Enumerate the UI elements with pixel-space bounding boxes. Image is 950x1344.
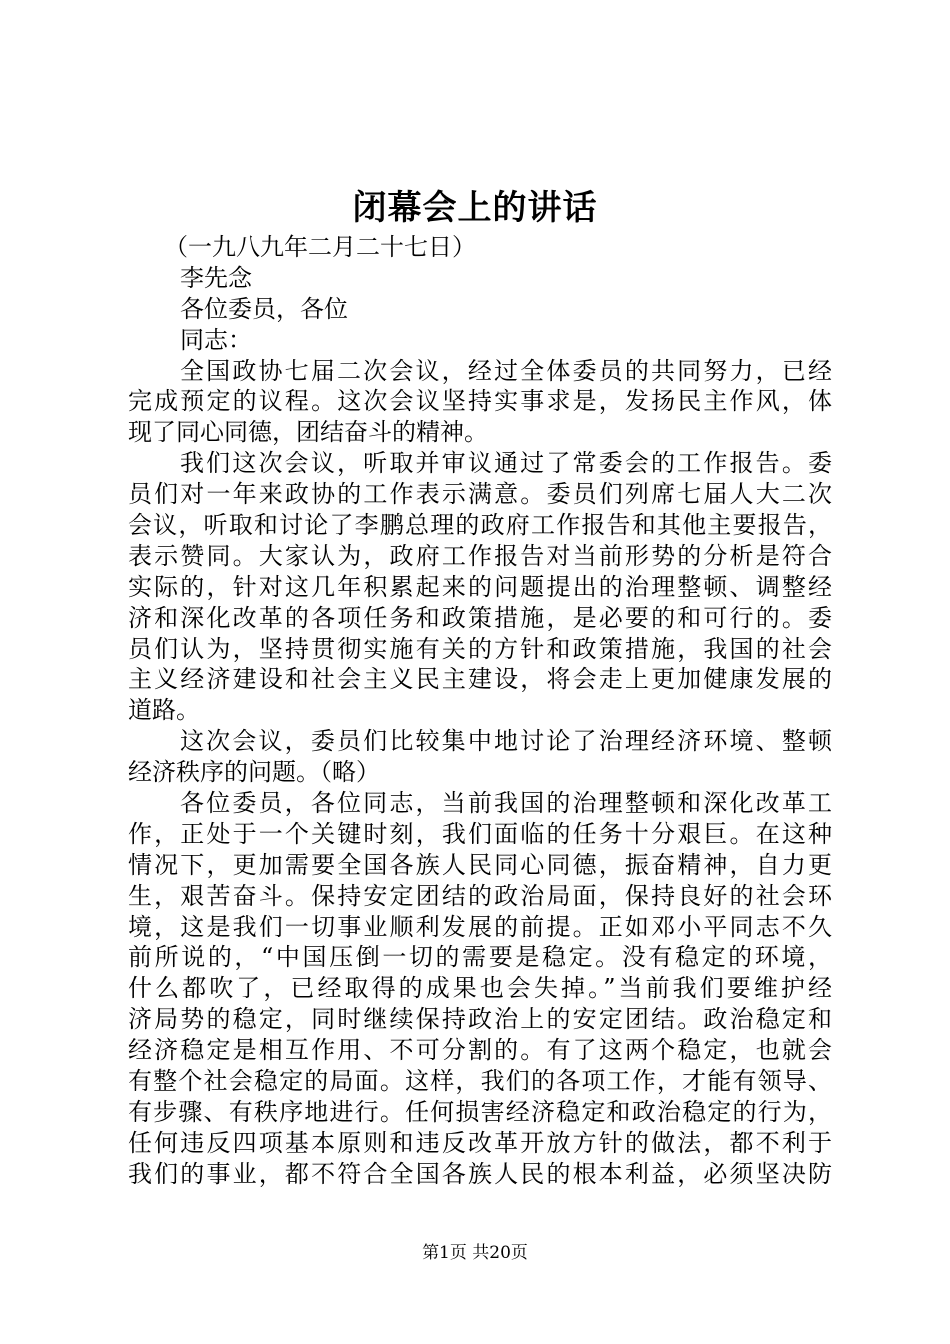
document-title: 闭幕会上的讲话 bbox=[352, 188, 598, 228]
salutation-line: 各位委员，各位 bbox=[180, 294, 348, 323]
document-body bbox=[128, 232, 832, 1190]
paragraph-line: 现了同心同德，团结奋斗的精神。 bbox=[128, 418, 488, 447]
paragraph bbox=[128, 726, 832, 788]
date-line: （一九八九年二月二十七日） bbox=[164, 233, 476, 261]
paragraph-line: 经济稳定是相互作用、不可分割的。有了这两个稳定，也就会 bbox=[128, 1036, 832, 1065]
salutation-line: 同志： bbox=[180, 325, 252, 354]
paragraph-line: 生，艰苦奋斗。保持安定团结的政治局面，保持良好的社会环 bbox=[128, 881, 832, 910]
paragraph-line: 任何违反四项基本原则和违反改革开放方针的做法，都不利于 bbox=[128, 1128, 832, 1157]
paragraph-line: 作，正处于一个关键时刻，我们面临的任务十分艰巨。在这种 bbox=[128, 819, 832, 848]
paragraph-line: 员们对一年来政协的工作表示满意。委员们列席七届人大二次 bbox=[128, 480, 832, 509]
paragraph-line: 前所说的，“中国压倒一切的需要是稳定。没有稳定的环境， bbox=[128, 943, 832, 972]
paragraph-line: 济和深化改革的各项任务和政策措施，是必要的和可行的。委 bbox=[128, 603, 832, 632]
paragraph-line: 有步骤、有秩序地进行。任何损害经济稳定和政治稳定的行为， bbox=[128, 1097, 832, 1126]
paragraph-line: 主义经济建设和社会主义民主建设，将会走上更加健康发展的 bbox=[128, 665, 832, 694]
paragraph-line: 各位委员，各位同志，当前我国的治理整顿和深化改革工 bbox=[180, 789, 832, 818]
paragraph-line: 什么都吹了，已经取得的成果也会失掉。”当前我们要维护经 bbox=[128, 974, 832, 1003]
paragraph-line: 有整个社会稳定的局面。这样，我们的各项工作，才能有领导、 bbox=[128, 1067, 832, 1096]
paragraph-line: 表示赞同。大家认为，政府工作报告对当前形势的分析是符合 bbox=[128, 541, 832, 570]
paragraph-line: 境，这是我们一切事业顺利发展的前提。正如邓小平同志不久 bbox=[128, 912, 832, 941]
paragraph bbox=[128, 788, 832, 1190]
author-line: 李先念 bbox=[180, 263, 252, 292]
paragraph-line: 情况下，更加需要全国各族人民同心同德，振奋精神，自力更 bbox=[128, 850, 832, 879]
paragraph-line: 员们认为，坚持贯彻实施有关的方针和政策措施，我国的社会 bbox=[128, 634, 832, 663]
paragraph-line: 会议，听取和讨论了李鹏总理的政府工作报告和其他主要报告， bbox=[128, 511, 832, 540]
paragraph-line: 完成预定的议程。这次会议坚持实事求是，发扬民主作风，体 bbox=[128, 387, 832, 416]
paragraph-line: 道路。 bbox=[128, 696, 200, 725]
paragraph bbox=[128, 356, 832, 449]
paragraph-line: 济局势的稳定，同时继续保持政治上的安定团结。政治稳定和 bbox=[128, 1005, 832, 1034]
paragraph-line: 经济秩序的问题。（略） bbox=[128, 758, 380, 787]
paragraph-line: 全国政协七届二次会议，经过全体委员的共同努力，已经 bbox=[180, 356, 832, 385]
paragraph-line: 这次会议，委员们比较集中地讨论了治理经济环境、整顿 bbox=[180, 727, 832, 756]
page-footer: 第1页 共20页 bbox=[422, 1243, 528, 1263]
paragraph bbox=[128, 448, 832, 726]
paragraph-line: 实际的，针对这几年积累起来的问题提出的治理整顿、调整经 bbox=[128, 572, 832, 601]
paragraph-line: 我们的事业，都不符合全国各族人民的根本利益，必须坚决防 bbox=[128, 1159, 832, 1188]
paragraph-line: 我们这次会议，听取并审议通过了常委会的工作报告。委 bbox=[180, 449, 832, 478]
